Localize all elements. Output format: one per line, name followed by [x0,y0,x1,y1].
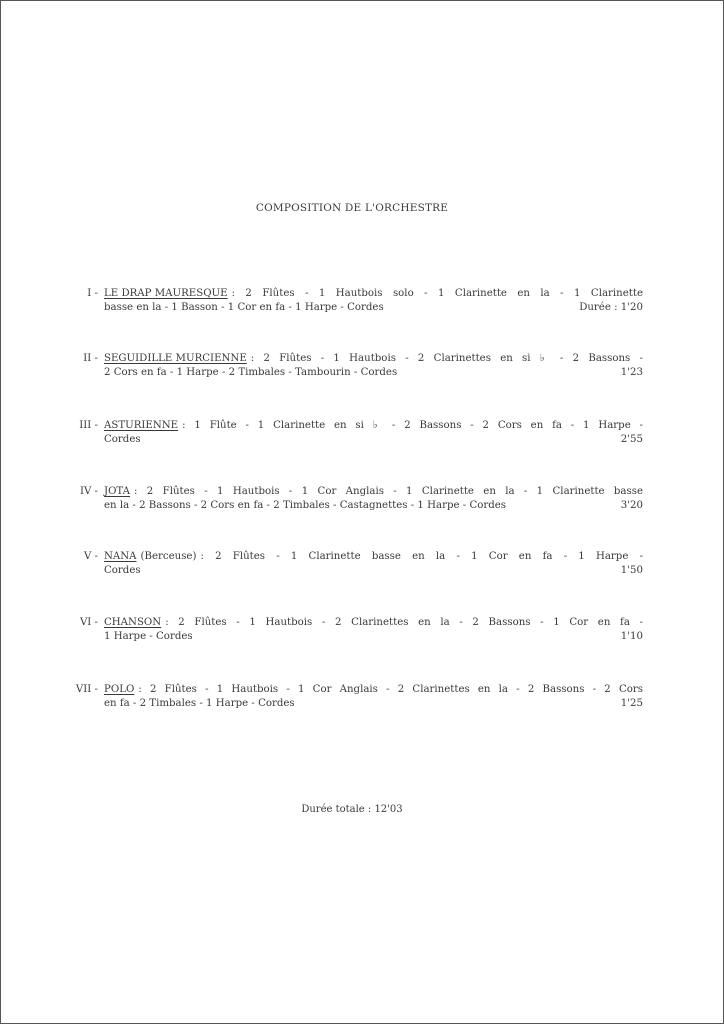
movement-duration: 1'25 [620,698,643,709]
movement-entry [60,419,643,447]
movement-title: JOTA [104,486,131,497]
instrumentation-line-1: : 1 Flûte - 1 Clarinette en si ♭ - 2 Bassons - 2 Cors en fa - 1 Harpe - [182,420,643,431]
movement-duration: 1'23 [620,367,643,378]
movement-entry [60,287,643,315]
instrumentation-line-1: : 2 Flûtes - 1 Hautbois - 2 Clarinettes en si ♭ - 2 Bassons - [250,353,643,364]
movement-title: NANA [104,551,137,562]
instrumentation-line-2: basse en la - 1 Basson - 1 Cor en fa - 1 Harpe - Cordes [104,302,384,313]
movement-numeral: I - [87,288,98,299]
movement-title: ASTURIENNE [104,420,179,431]
movement-subtitle: (Berceuse) [140,551,197,562]
instrumentation-line-2: Cordes [104,565,141,576]
instrumentation-line-1: : 2 Flûtes - 1 Hautbois - 1 Cor Anglais - 1 Clarinette en la - 1 Clarinette basse [134,486,643,497]
movement-title: LE DRAP MAURESQUE [104,288,228,299]
instrumentation-line-2: 2 Cors en fa - 1 Harpe - 2 Timbales - Tambourin - Cordes [104,367,398,378]
instrumentation-line-2: en la - 2 Bassons - 2 Cors en fa - 2 Timbales - Castagnettes - 1 Harpe - Cordes [104,500,507,511]
total-duration: Durée totale : 12'03 [301,804,403,815]
instrumentation-line-2: en fa - 2 Timbales - 1 Harpe - Cordes [104,698,295,709]
instrumentation-line-1: : 2 Flûtes - 1 Clarinette basse en la - 1 Cor en fa - 1 Harpe - [200,551,643,562]
movement-duration: 1'50 [620,565,643,576]
instrumentation-line-1: : 2 Flûtes - 1 Hautbois - 2 Clarinettes en la - 2 Bassons - 1 Cor en fa - [165,617,643,628]
movement-entry [60,352,643,380]
movement-numeral: III - [79,420,98,431]
instrumentation-line-1: : 2 Flûtes - 1 Hautbois solo - 1 Clarinette en la - 1 Clarinette [231,288,643,299]
movement-entry [60,616,643,644]
movement-numeral: V - [83,551,98,562]
movement-duration: 1'10 [620,631,643,642]
instrumentation-line-1: : 2 Flûtes - 1 Hautbois - 1 Cor Anglais - 2 Clarinettes en la - 2 Bassons - 2 Cors [138,684,643,695]
page-title: COMPOSITION DE L'ORCHESTRE [255,202,449,214]
movement-numeral: II - [83,353,98,364]
movement-title: CHANSON [104,617,162,628]
movement-numeral: VI - [79,617,98,628]
movement-duration: Durée : 1'20 [579,302,643,313]
instrumentation-line-2: Cordes [104,434,141,445]
movement-duration: 2'55 [620,434,643,445]
movement-entry [60,683,643,711]
movement-numeral: VII - [75,684,98,695]
instrumentation-line-2: 1 Harpe - Cordes [104,631,193,642]
movement-duration: 3'20 [620,500,643,511]
movement-title: POLO [104,684,135,695]
movement-title: SEGUIDILLE MURCIENNE [104,353,247,364]
movement-entry [60,550,643,578]
movement-entry [60,485,643,513]
movement-numeral: IV - [79,486,98,497]
